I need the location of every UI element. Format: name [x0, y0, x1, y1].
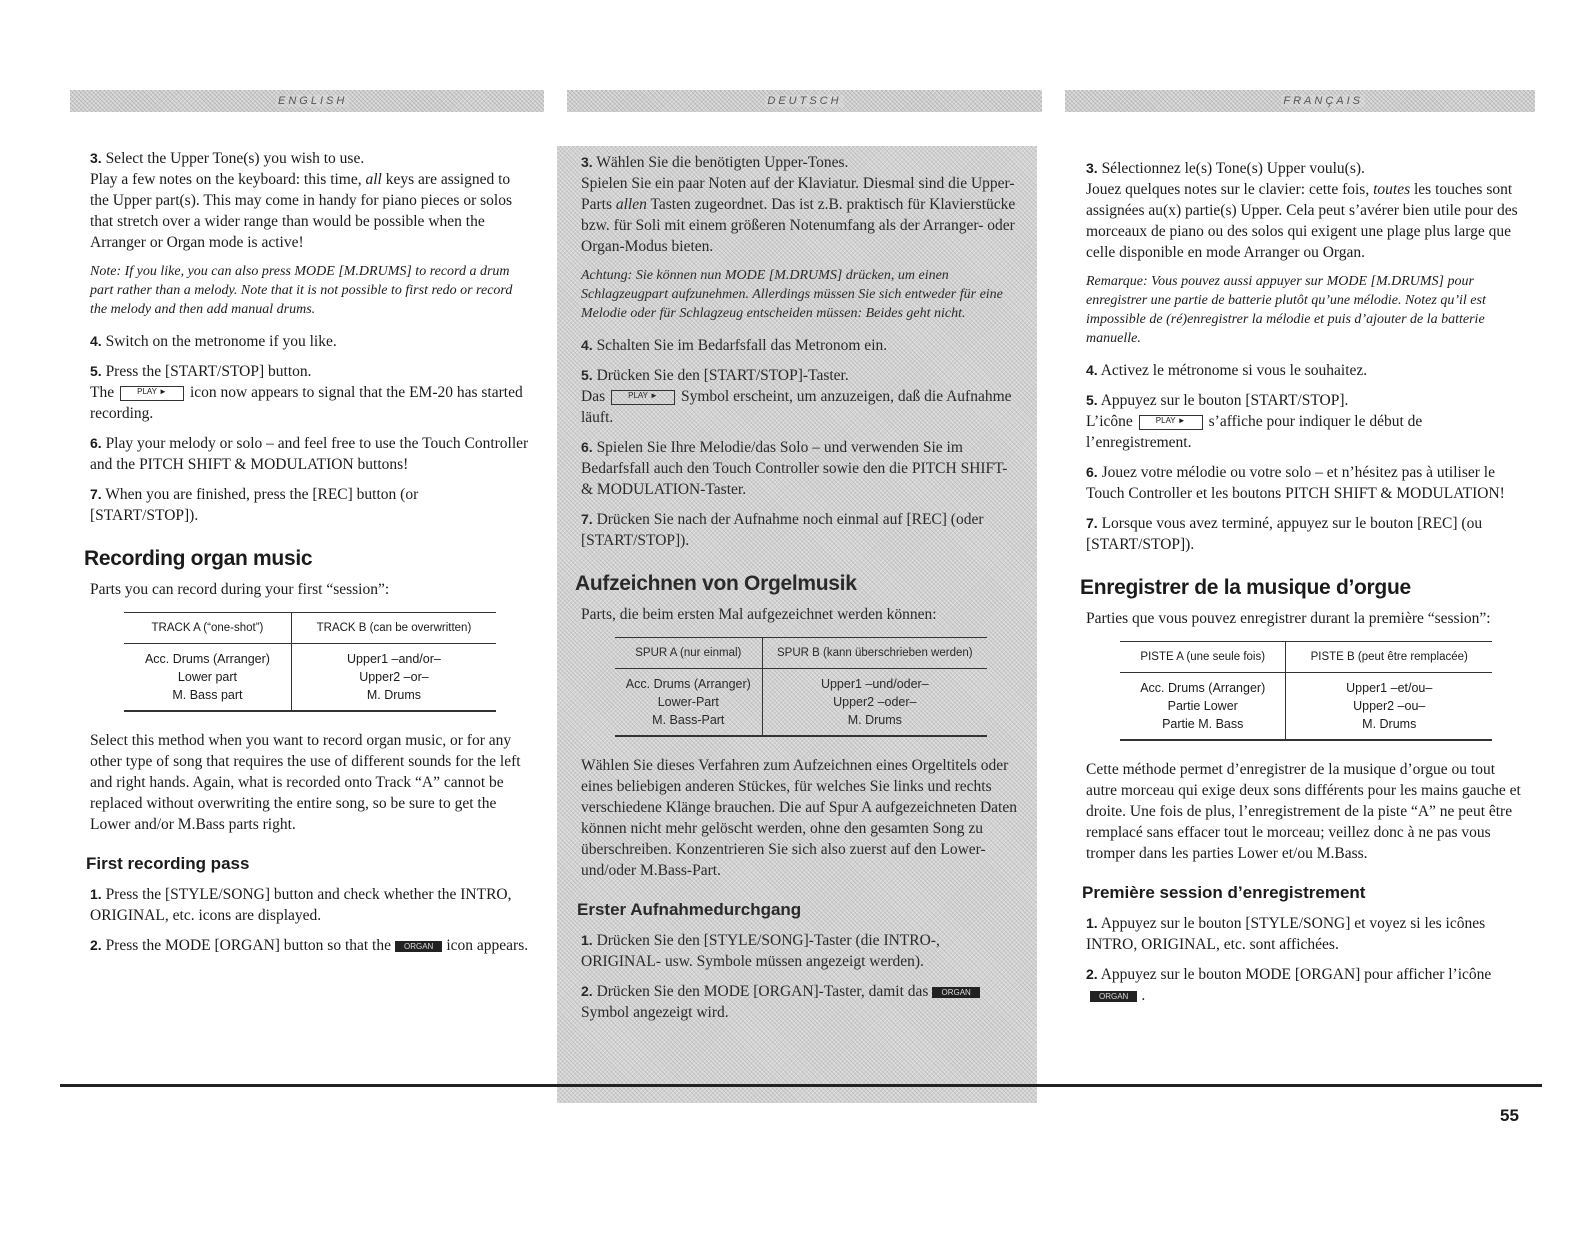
- header-label-english: ENGLISH: [278, 95, 348, 107]
- cell-line: Upper2 –oder–: [833, 695, 917, 709]
- cell-line: Lower-Part: [657, 695, 719, 709]
- header-label-deutsch: DEUTSCH: [767, 95, 842, 107]
- cell-line: Upper1 –und/oder–: [820, 677, 929, 691]
- cell-line: M. Drums: [366, 688, 422, 702]
- emphasis: toutes: [1373, 181, 1411, 198]
- column-francais: [1080, 158, 1526, 1015]
- cell-line: Lower part: [177, 670, 237, 684]
- organ-icon: ORGAN: [932, 987, 979, 998]
- body-paragraph: Wählen Sie dieses Verfahren zum Aufzeichnen eines Orgeltitels oder eines beliebigen anderen Stückes, für welches Sie links und rechts verschiedene Klänge brauchen. Die auf Spur A aufgezeichneten Daten können nicht mehr gelöscht werden, ohne den gesamten Song zu überschreiben. Konzentrieren Sie sich also zuerst auf den Lower- und/oder M.Bass-Part.: [581, 757, 1017, 879]
- header-bar-english: [70, 90, 544, 112]
- step-text: Play a few notes on the keyboard: this time,: [90, 171, 362, 188]
- step-heading: Wählen Sie die benötigten Upper-Tones.: [596, 154, 849, 171]
- table-cell-track-b: [762, 669, 987, 737]
- table-header-track-a: TRACK A (“one-shot”): [124, 613, 291, 644]
- cell-line: M. Bass-Part: [652, 713, 725, 727]
- pass-step-2: [90, 935, 530, 956]
- step-7: [1086, 513, 1526, 555]
- step-text: Schalten Sie im Bedarfsfall das Metronom ein.: [596, 337, 888, 354]
- step-number: 7.: [90, 486, 102, 502]
- step-number: 5.: [581, 367, 593, 383]
- step-text: les touches sont assignées au(x) partie(s) Upper. Cela peut s’avérer bien utile pour des morceaux de piano ou des solos qui exigent une plage plus large que celle disponible en mode Arranger ou Organ.: [1086, 181, 1518, 261]
- step-5: [90, 361, 530, 424]
- step-6: [90, 433, 530, 475]
- pass-step-2: [581, 981, 1017, 1023]
- column-english: [84, 148, 530, 965]
- subsection-heading: Première session d’enregistrement: [1082, 883, 1366, 902]
- step-text: keys are assigned to the Upper part(s). This may come in handy for piano pieces or solos that stretch over a wider range than would be possible when the Arranger or Organ mode is active!: [90, 171, 512, 251]
- cell-line: Partie Lower: [1167, 699, 1238, 713]
- step-7: [581, 509, 1017, 551]
- step-text: Press the MODE [ORGAN] button so that the: [105, 937, 391, 954]
- table-cell-track-a: [124, 644, 291, 712]
- cell-line: Acc. Drums (Arranger): [1140, 681, 1266, 695]
- cell-line: Upper1 –and/or–: [347, 652, 441, 666]
- step-text: When you are finished, press the [REC] button (or [START/STOP]).: [90, 486, 419, 524]
- header-bar-francais: [1065, 90, 1535, 112]
- step-number: 3.: [90, 150, 102, 166]
- parts-intro: Parties que vous pouvez enregistrer durant la première “session”:: [1086, 610, 1491, 627]
- cell-line: Upper2 –ou–: [1353, 699, 1426, 713]
- step-4: [1086, 360, 1526, 381]
- step-number: 4.: [90, 333, 102, 349]
- step-text: Spielen Sie ein paar Noten auf der Klaviatur. Diesmal sind die Upper-Parts: [581, 175, 1015, 213]
- step-heading: Select the Upper Tone(s) you wish to use.: [105, 150, 365, 167]
- step-number: 2.: [581, 983, 593, 999]
- step-heading: Appuyez sur le bouton [START/STOP].: [1100, 392, 1349, 409]
- step-number: 1.: [581, 932, 593, 948]
- table-header-track-b: PISTE B (peut être remplacée): [1286, 642, 1492, 673]
- step-number: 1.: [1086, 915, 1098, 931]
- step-text: Tasten zugeordnet. Das ist z.B. praktisch für Klavierstücke bzw. für Soli mit einem größeren Notenumfang als der Arranger- oder Organ-Modus bieten.: [581, 196, 1016, 255]
- step-text: Drücken Sie nach der Aufnahme noch einmal auf [REC] (oder [START/STOP]).: [581, 511, 984, 549]
- step-5: [581, 365, 1017, 428]
- cell-line: M. Drums: [847, 713, 902, 727]
- step-6: [581, 437, 1017, 500]
- column-deutsch: [557, 146, 1037, 1103]
- cell-line: Upper1 –et/ou–: [1346, 681, 1433, 695]
- table-cell-track-b: [1286, 673, 1492, 741]
- step-text: s’affiche pour indiquer le début de l’enregistrement.: [1086, 413, 1423, 451]
- step-number: 2.: [1086, 966, 1098, 982]
- section-heading: Aufzeichnen von Orgelmusik: [575, 572, 857, 595]
- organ-icon: ORGAN: [395, 941, 442, 952]
- step-3: [581, 152, 1017, 257]
- step-number: 7.: [581, 511, 593, 527]
- step-text: Switch on the metronome if you like.: [105, 333, 337, 350]
- step-number: 3.: [581, 154, 593, 170]
- organ-icon: ORGAN: [1090, 991, 1137, 1002]
- step-text: Symbol angezeigt wird.: [581, 1004, 729, 1021]
- step-5: [1086, 390, 1526, 453]
- step-text: Symbol erscheint, um anzuzeigen, daß die Aufnahme läuft.: [581, 388, 1012, 426]
- step-text: Play your melody or solo – and feel free to use the Touch Controller and the PITCH SHIFT & MODULATION buttons!: [90, 435, 529, 473]
- note: Note: If you like, you can also press MODE [M.DRUMS] to record a drum part rather than a melody. Note that it is not possible to first redo or record the melody and then add manual drums.: [90, 264, 513, 317]
- table-cell-track-a: [1120, 673, 1286, 741]
- parts-table: [1120, 641, 1492, 741]
- header-bar-deutsch: [567, 90, 1042, 112]
- header-label-francais: FRANÇAIS: [1283, 95, 1363, 107]
- step-heading: Drücken Sie den [START/STOP]-Taster.: [596, 367, 849, 384]
- section-heading: Enregistrer de la musique d’orgue: [1080, 576, 1411, 599]
- step-text: Activez le métronome si vous le souhaitez.: [1100, 362, 1368, 379]
- step-text: Spielen Sie Ihre Melodie/das Solo – und verwenden Sie im Bedarfsfall auch den Touch Controller sowie den die PITCH SHIFT- & MODULATION-Taster.: [581, 439, 1008, 498]
- step-text: Jouez votre mélodie ou votre solo – et n’hésitez pas à utiliser le Touch Controller et les boutons PITCH SHIFT & MODULATION!: [1086, 464, 1505, 502]
- parts-table: [615, 637, 987, 737]
- parts-table: [124, 612, 496, 712]
- step-text: Drücken Sie den MODE [ORGAN]-Taster, damit das: [596, 983, 929, 1000]
- cell-line: M. Bass part: [172, 688, 243, 702]
- pass-step-1: [1086, 913, 1526, 955]
- subsection-heading: First recording pass: [86, 854, 250, 873]
- section-heading: Recording organ music: [84, 547, 313, 570]
- body-paragraph: Cette méthode permet d’enregistrer de la musique d’orgue ou tout autre morceau qui exige deux sons différents pour les mains gauche et droite. Une fois de plus, l’enregistrement de la piste “A” ne peut être remplacé sans effacer tout le morceau; veillez donc à ne pas vous tromper dans les parties Lower et/ou M.Bass.: [1086, 761, 1521, 862]
- step-number: 4.: [581, 337, 593, 353]
- note: Achtung: Sie können nun MODE [M.DRUMS] drücken, um einen Schlagzeugpart aufzunehmen. Allerdings müssen Sie sich entweder für eine Melodie oder für Schlagzeug entscheiden müssen: Beides geht nicht.: [581, 268, 1003, 321]
- footer-rule: [60, 1084, 1542, 1087]
- step-number: 3.: [1086, 160, 1098, 176]
- step-text: Appuyez sur le bouton MODE [ORGAN] pour afficher l’icône: [1100, 966, 1492, 983]
- cell-line: M. Drums: [1362, 717, 1417, 731]
- table-header-track-b: TRACK B (can be overwritten): [291, 613, 496, 644]
- step-text: .: [1141, 987, 1146, 1004]
- body-paragraph: Select this method when you want to record organ music, or for any other type of song that requires the use of different sounds for the left and right hands. Again, what is recorded onto Track “A” cannot be replaced without overwriting the entire song, so be sure to get the Lower and/or M.Bass parts right.: [90, 732, 521, 833]
- step-number: 7.: [1086, 515, 1098, 531]
- pass-step-2: [1086, 964, 1526, 1006]
- step-7: [90, 484, 530, 526]
- parts-intro: Parts you can record during your first “session”:: [90, 581, 390, 598]
- emphasis: allen: [615, 196, 647, 213]
- page-number: 55: [1500, 1106, 1519, 1125]
- step-3: [1086, 158, 1526, 263]
- step-3: [90, 148, 530, 253]
- parts-intro: Parts, die beim ersten Mal aufgezeichnet werden können:: [581, 606, 937, 623]
- step-heading: Press the [START/STOP] button.: [105, 363, 312, 380]
- table-cell-track-b: [291, 644, 496, 712]
- step-text: Press the [STYLE/SONG] button and check whether the INTRO, ORIGINAL, etc. icons are displayed.: [90, 886, 512, 924]
- cell-line: Upper2 –or–: [359, 670, 429, 684]
- step-4: [581, 335, 1017, 356]
- step-text: Jouez quelques notes sur le clavier: cette fois,: [1086, 181, 1370, 198]
- play-icon: PLAY ►: [1139, 415, 1203, 430]
- pass-step-1: [581, 930, 1017, 972]
- step-number: 6.: [90, 435, 102, 451]
- play-icon: PLAY ►: [120, 386, 184, 401]
- step-number: 5.: [90, 363, 102, 379]
- step-6: [1086, 462, 1526, 504]
- step-4: [90, 331, 530, 352]
- step-text: icon appears.: [446, 937, 529, 954]
- table-header-track-a: PISTE A (une seule fois): [1120, 642, 1286, 673]
- step-text: icon now appears to signal that the EM-20 has started recording.: [90, 384, 523, 422]
- step-heading: Sélectionnez le(s) Tone(s) Upper voulu(s).: [1101, 160, 1365, 177]
- step-text: Das: [581, 388, 606, 405]
- step-number: 5.: [1086, 392, 1098, 408]
- step-number: 6.: [1086, 464, 1098, 480]
- cell-line: Partie M. Bass: [1162, 717, 1244, 731]
- table-header-track-a: SPUR A (nur einmal): [615, 638, 762, 669]
- step-number: 4.: [1086, 362, 1098, 378]
- table-header-track-b: SPUR B (kann überschrieben werden): [762, 638, 987, 669]
- step-text: Appuyez sur le bouton [STYLE/SONG] et voyez si les icônes INTRO, ORIGINAL, etc. sont affichées.: [1086, 915, 1486, 953]
- subsection-heading: Erster Aufnahmedurchgang: [577, 900, 802, 919]
- step-number: 6.: [581, 439, 593, 455]
- note: Remarque: Vous pouvez aussi appuyer sur MODE [M.DRUMS] pour enregistrer une partie de batterie plutôt qu’une mélodie. Notez qu’il est impossible de (ré)enregistrer la mélodie et puis d’ajouter de la batterie manuelle.: [1086, 274, 1486, 346]
- emphasis: all: [365, 171, 382, 188]
- table-cell-track-a: [615, 669, 762, 737]
- step-text: Drücken Sie den [STYLE/SONG]-Taster (die INTRO-, ORIGINAL- usw. Symbole müssen angezeigt werden).: [581, 932, 940, 970]
- step-text: L’icône: [1086, 413, 1133, 430]
- step-text: Lorsque vous avez terminé, appuyez sur le bouton [REC] (ou [START/STOP]).: [1086, 515, 1483, 553]
- cell-line: Acc. Drums (Arranger): [144, 652, 270, 666]
- step-number: 2.: [90, 937, 102, 953]
- step-number: 1.: [90, 886, 102, 902]
- pass-step-1: [90, 884, 530, 926]
- step-text: The: [90, 384, 115, 401]
- cell-line: Acc. Drums (Arranger): [625, 677, 751, 691]
- play-icon: PLAY ►: [611, 390, 675, 405]
